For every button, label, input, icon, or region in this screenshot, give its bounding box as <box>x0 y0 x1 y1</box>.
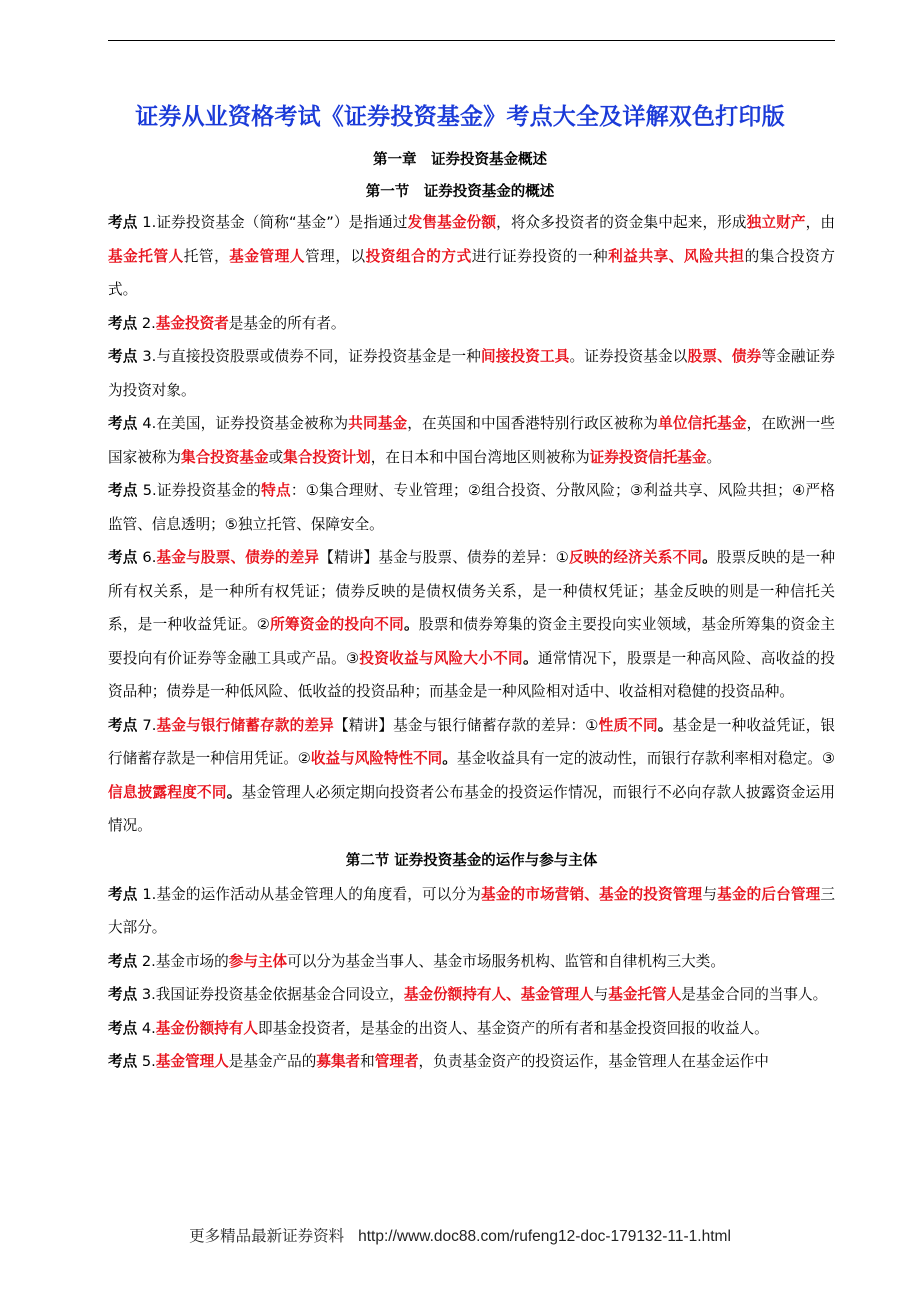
point-text: 2. <box>141 314 156 332</box>
point-text: ，在英国和中国香港特别行政区被称为 <box>407 415 659 432</box>
highlight-term: 证券投资信托基金 <box>589 448 707 466</box>
highlight-term: 基金的市场营销 <box>480 885 585 903</box>
chapter-heading: 第一章 证券投资基金概述 <box>373 152 547 168</box>
key-point <box>108 978 835 1012</box>
key-point <box>108 307 835 341</box>
key-point <box>108 878 835 945</box>
point-text: 可以分为基金当事人、基金市场服务机构、监管和自律机构三大类。 <box>287 952 725 970</box>
key-point-label: 考点 <box>108 1053 138 1070</box>
highlight-term: 、 <box>506 986 521 1003</box>
point-text: ，在日本和中国台湾地区则被称为 <box>370 448 590 466</box>
key-point-label: 考点 <box>108 716 138 734</box>
point-text: 4. <box>141 1019 156 1037</box>
point-text: 【精讲】基金与银行储蓄存款的差异：① <box>333 716 599 734</box>
section-heading-2: 第二节 证券投资基金的运作与参与主体 <box>345 852 598 869</box>
key-point <box>108 206 835 307</box>
highlight-term: 反映的经济关系不同 <box>569 549 703 566</box>
point-text: 3.我国证券投资基金依据基金合同设立， <box>141 986 404 1003</box>
point-text: 与 <box>593 986 609 1003</box>
highlight-term: 、 <box>584 885 600 903</box>
section-2-points <box>108 878 835 1079</box>
key-point-label: 考点 <box>108 314 138 332</box>
footer-text: 更多精品最新证券资料 <box>189 1228 345 1245</box>
highlight-term: 基金管理人 <box>155 1053 229 1070</box>
key-point-label: 考点 <box>108 214 138 231</box>
point-text: 。 <box>522 649 538 667</box>
point-text: 基金是一种收益凭证，银行储蓄存款是一种信用凭证。② <box>108 716 835 767</box>
point-text: 1.基金的运作活动从基金管理人的角度看，可以分为 <box>142 885 481 903</box>
highlight-term: 发售基金份额 <box>407 214 497 231</box>
highlight-term: 参与主体 <box>228 952 288 970</box>
highlight-term: 集合投资计划 <box>283 448 371 466</box>
point-text: 是基金产品的 <box>228 1053 317 1070</box>
key-point-label: 考点 <box>108 482 138 499</box>
highlight-term: 性质不同 <box>598 716 658 734</box>
point-text: 的集合投资方式。 <box>108 247 835 298</box>
point-text: 1.证券投资基金（简称“基金”）是指通过 <box>142 214 408 231</box>
point-text: 与 <box>702 885 718 903</box>
highlight-term: 收益与风险特性不同 <box>310 750 443 767</box>
key-point <box>108 709 835 843</box>
highlight-term: 单位信托基金 <box>658 415 747 432</box>
document-body <box>108 206 835 1079</box>
document-title: 证券从业资格考试《证券投资基金》考点大全及详解双色打印版 <box>135 104 785 130</box>
highlight-term: 基金的后台管理 <box>717 885 821 903</box>
key-point-label: 考点 <box>108 986 138 1003</box>
highlight-term: 基金托管人 <box>608 986 682 1003</box>
point-text: ，将众多投资者的资金集中起来，形成 <box>496 214 747 231</box>
highlight-term: 利益共享、风险共担 <box>608 247 745 265</box>
point-text: ，在欧洲一些国家被称为 <box>108 415 835 466</box>
highlight-term: 信息披露程度不同 <box>108 783 227 801</box>
highlight-term: 基金与银行储蓄存款的差异 <box>156 716 334 734</box>
point-text: 基金管理人必须定期向投资者公布基金的投资运作情况，而银行不必向存款人披露资金运用情况。 <box>108 783 835 834</box>
highlight-term: 基金托管人 <box>108 247 184 265</box>
section-heading-1: 第一节 证券投资基金的概述 <box>365 184 555 200</box>
highlight-term: 所筹资金的投向不同 <box>270 616 404 633</box>
highlight-term: 募集者 <box>316 1053 361 1070</box>
footer <box>0 1224 920 1246</box>
highlight-term: 基金投资者 <box>155 314 229 332</box>
point-text: 和 <box>360 1053 375 1070</box>
point-text: 4.在美国，证券投资基金被称为 <box>142 415 349 432</box>
point-text: 托管， <box>183 247 230 265</box>
point-text: 即基金投资者，是基金的出资人、基金资产的所有者和基金投资回报的收益人。 <box>257 1019 769 1037</box>
key-point <box>108 1045 835 1079</box>
highlight-term: 共同基金 <box>348 415 408 432</box>
point-text: 。证券投资基金以 <box>569 348 688 365</box>
highlight-term: 独立财产 <box>746 214 806 231</box>
key-point <box>108 541 835 709</box>
point-text: 。 <box>226 783 242 801</box>
point-text: ：①集合理财、专业管理；②组合投资、分散风险；③利益共享、风险共担；④严格监管、信息透明；⑤独立托管、保障安全。 <box>108 482 835 533</box>
key-point-label: 考点 <box>108 549 138 566</box>
key-point <box>108 407 835 474</box>
highlight-term: 基金管理人 <box>229 247 306 265</box>
key-point-label: 考点 <box>108 348 138 365</box>
highlight-term: 投资组合的方式 <box>365 247 472 265</box>
point-text: 三大部分。 <box>108 885 835 936</box>
header-rule <box>108 40 835 41</box>
point-text: 通常情况下，股票是一种高风险、高收益的投资品种；债券是一种低风险、低收益的投资品种；而基金是一种风险相对适中、收益相对稳健的投资品种。 <box>108 649 835 700</box>
point-text: ，由 <box>805 214 835 231</box>
highlight-term: 股票、债券 <box>687 348 762 365</box>
key-point-label: 考点 <box>108 1019 138 1037</box>
point-text: 管理，以 <box>305 247 366 265</box>
key-point <box>108 474 835 541</box>
highlight-term: 基金与股票、债券的差异 <box>156 549 320 566</box>
section-1-points <box>108 206 835 843</box>
point-text: 。 <box>706 448 722 466</box>
highlight-term: 投资收益与风险大小不同 <box>359 649 523 667</box>
point-text: 。 <box>442 750 457 767</box>
highlight-term: 集合投资基金 <box>180 448 269 466</box>
highlight-term: 特点 <box>261 482 291 499</box>
highlight-term: 管理者 <box>374 1053 419 1070</box>
footer-link[interactable]: http://www.doc88.com/rufeng12-doc-179132-11-1.html <box>358 1228 731 1245</box>
point-text: 2.基金市场的 <box>141 952 229 970</box>
point-text: 等金融证券为投资对象。 <box>108 348 835 399</box>
point-text: 是基金合同的当事人。 <box>681 986 828 1003</box>
key-point-label: 考点 <box>108 885 138 903</box>
key-point-label: 考点 <box>108 415 138 432</box>
point-text: 。 <box>403 616 419 633</box>
point-text: 或 <box>268 448 284 466</box>
key-point <box>108 340 835 407</box>
point-text: 进行证券投资的一种 <box>471 247 609 265</box>
point-text: 5.证券投资基金的 <box>142 482 262 499</box>
highlight-term: 基金的投资管理 <box>599 885 703 903</box>
point-text: 。 <box>702 549 717 566</box>
highlight-term: 间接投资工具 <box>481 348 570 365</box>
point-text: 5. <box>141 1053 156 1070</box>
point-text: 基金收益具有一定的波动性，而银行存款利率相对稳定。③ <box>456 750 835 767</box>
highlight-term: 基金管理人 <box>520 986 594 1003</box>
point-text: 3.与直接投资股票或债券不同，证券投资基金是一种 <box>142 348 481 365</box>
key-point <box>108 1012 835 1046</box>
point-text: 是基金的所有者。 <box>228 314 346 332</box>
point-text: 。 <box>657 716 673 734</box>
highlight-term: 基金份额持有人 <box>403 986 507 1003</box>
point-text: 6. <box>142 549 157 566</box>
point-text: 股票反映的是一种所有权关系，是一种所有权凭证；债券反映的是债权债务关系，是一种债权凭证；基金反映的则是一种信托关系，是一种收益凭证。② <box>108 549 835 633</box>
point-text: 【精讲】基金与股票、债券的差异：① <box>319 549 570 566</box>
point-text: 7. <box>142 716 157 734</box>
point-text: 股票和债券筹集的资金主要投向实业领域，基金所筹集的资金主要投向有价证券等金融工具或产品。③ <box>108 616 835 667</box>
key-point <box>108 945 835 979</box>
highlight-term: 基金份额持有人 <box>155 1019 258 1037</box>
key-point-label: 考点 <box>108 952 138 970</box>
point-text: ，负责基金资产的投资运作，基金管理人在基金运作中 <box>418 1053 769 1070</box>
